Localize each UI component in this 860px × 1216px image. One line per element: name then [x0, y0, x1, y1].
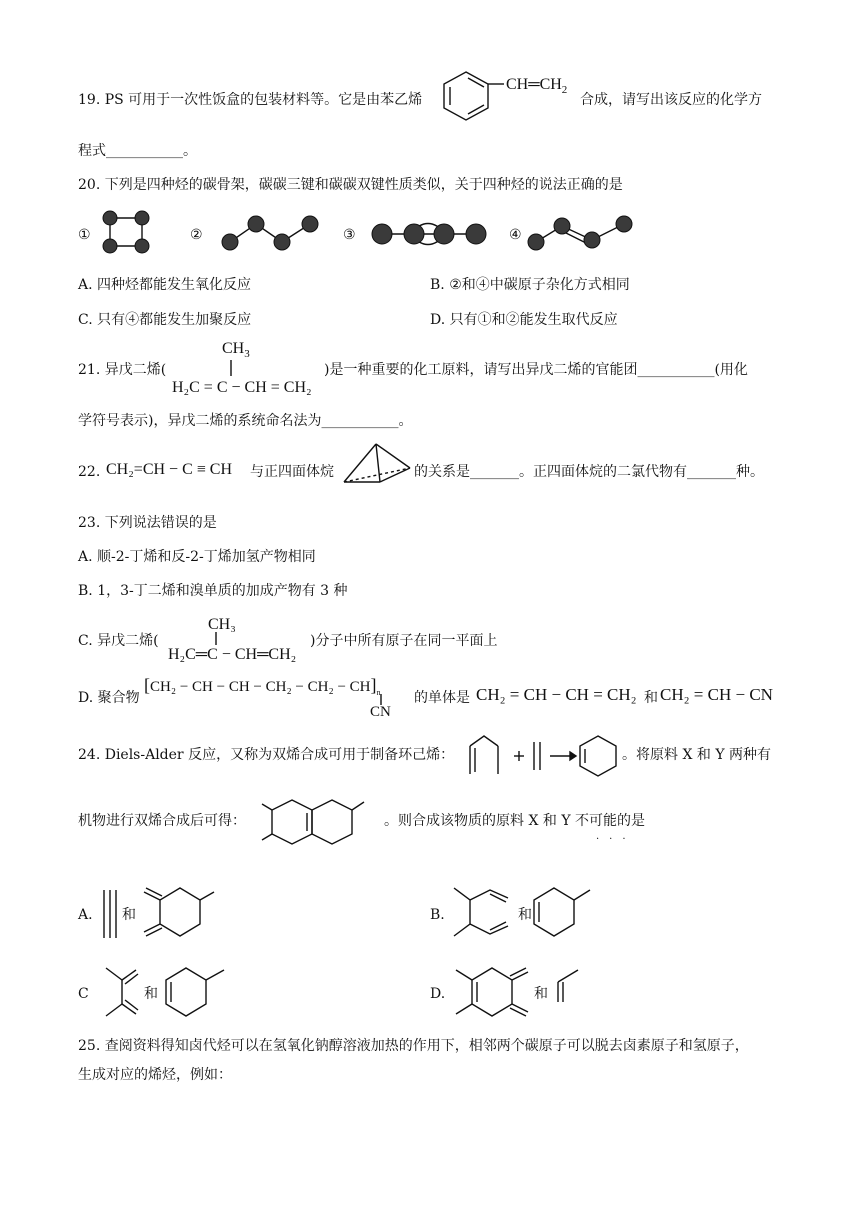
q20-option-d[interactable]: D. 只有①和②能发生取代反应: [430, 312, 618, 328]
q24-option-b[interactable]: B.: [430, 907, 445, 923]
q24-c-and: 和: [144, 986, 158, 1002]
q20-label-1: ①: [78, 227, 91, 243]
q23-polymer-cn: CN: [370, 704, 391, 720]
q24-b-diene: [450, 882, 516, 942]
q21-text-a: 21. 异戊二烯(: [78, 362, 167, 378]
q22-formula: CH₂=CH − C ≡ CH: [106, 461, 232, 478]
q22-text-b: 的关系是_______。正四面体烷的二氯代物有_______种。: [414, 464, 764, 480]
q24-text-d: 。则合成该物质的原料 X 和 Y 不可能的是: [384, 813, 646, 829]
q23-polymer: [CH₂ − CH − CH − $CH_2 - CH_2 - CH]_n$: [144, 675, 381, 697]
q22-num: 22.: [78, 464, 101, 480]
q24-text-b: 。将原料 X 和 Y 两种有: [622, 747, 772, 763]
q20-stem: 20. 下列是四种烃的碳骨架，碳碳三键和碳碳双键性质类似，关于四种烃的说法正确的是: [78, 177, 623, 193]
q24-target-bicyclic: [262, 796, 386, 848]
q23-monomer-1: CH₂ = CH − CH = CH₂: [476, 685, 637, 704]
tetrahedrane-structure: [340, 442, 414, 486]
q23-monomer-2: CH₂ = CH − CN: [660, 685, 773, 704]
q21-formula: H₂C = C − CH = CH₂: [172, 379, 312, 396]
q24-c-cyclohexene: [160, 962, 232, 1022]
q24-text-c: 机物进行双烯合成后可得：: [78, 813, 246, 829]
q20-label-2: ②: [190, 227, 203, 243]
q23-d-and: 和: [644, 690, 658, 706]
q21-ch3: $CH_3$: [222, 340, 250, 361]
q24-b-cyclohexene: [530, 882, 600, 942]
q20-option-c[interactable]: C. 只有④都能发生加聚反应: [78, 312, 252, 328]
q23-option-d-a[interactable]: D. 聚合物: [78, 690, 140, 706]
q23-c-formula: H₂C═C − CH═CH₂: [168, 646, 297, 663]
diels-alder-equation: [462, 730, 622, 780]
q24-emphasis-dots: ...: [596, 831, 636, 842]
q23-c-ch3: CH₃: [208, 616, 236, 633]
q24-d-diene-ring: [450, 962, 534, 1022]
q19-text-a: 19. PS 可用于一次性饭盒的包装材料等。它是由苯乙烯: [78, 92, 423, 108]
styrene-vinyl-label: $CH═CH_2$: [506, 76, 568, 97]
q21-text-c: 学符号表示)，异戊二烯的系统命名法为___________。: [78, 413, 413, 429]
q25-line-1: 25. 查阅资料得知卤代烃可以在氢氧化钠醇溶液加热的作用下，相邻两个碳原子可以脱去卤素原子和氢原子，: [78, 1038, 749, 1054]
q19-text-c: 程式___________。: [78, 143, 197, 159]
q23-c-vertical-bond: [214, 632, 218, 646]
q24-c-diene: [98, 962, 142, 1022]
q24-option-c[interactable]: C: [78, 986, 89, 1002]
q19-text-b: 合成，请写出该反应的化学方: [580, 92, 762, 108]
skeleton-1-cyclobutane: [100, 208, 160, 258]
q24-a-alkyne: [100, 888, 120, 940]
q23-option-c-b: )分子中所有原子在同一平面上: [310, 633, 498, 649]
q20-option-b[interactable]: B. ②和④中碳原子杂化方式相同: [430, 277, 630, 293]
q23-option-c-a[interactable]: C. 异戊二烯(: [78, 633, 159, 649]
q24-b-and: 和: [518, 907, 532, 923]
q21-vertical-bond: [229, 360, 233, 378]
q22-text-a: 与正四面体烷: [250, 464, 334, 480]
q23-option-b[interactable]: B. 1，3-丁二烯和溴单质的加成产物有 3 种: [78, 583, 348, 599]
q24-d-and: 和: [534, 986, 548, 1002]
skeleton-3-butyne: [370, 218, 500, 250]
q23-option-d-b: 的单体是: [414, 690, 470, 706]
q23-stem: 23. 下列说法错误的是: [78, 515, 217, 531]
q24-text-a: 24. Diels-Alder 反应，又称为双烯合成可用于制备环己烯：: [78, 747, 455, 763]
q20-label-3: ③: [343, 227, 356, 243]
q24-option-d[interactable]: D.: [430, 986, 446, 1002]
q21-text-b: )是一种重要的化工原料，请写出异戊二烯的官能团___________(用化: [324, 362, 748, 378]
q24-option-a[interactable]: A.: [78, 907, 93, 923]
q24-a-and: 和: [122, 907, 136, 923]
q20-option-a[interactable]: A. 四种烃都能发生氧化反应: [78, 277, 252, 293]
q24-d-propene: [548, 962, 584, 1012]
skeleton-4-butene: [526, 212, 646, 252]
skeleton-2-butane: [220, 212, 330, 252]
q25-line-2: 生成对应的烯烃，例如：: [78, 1067, 232, 1083]
q24-a-diene-ring: [140, 882, 220, 942]
q23-option-a[interactable]: A. 顺-2-丁烯和反-2-丁烯加氢产物相同: [78, 549, 316, 565]
q20-label-4: ④: [509, 227, 522, 243]
